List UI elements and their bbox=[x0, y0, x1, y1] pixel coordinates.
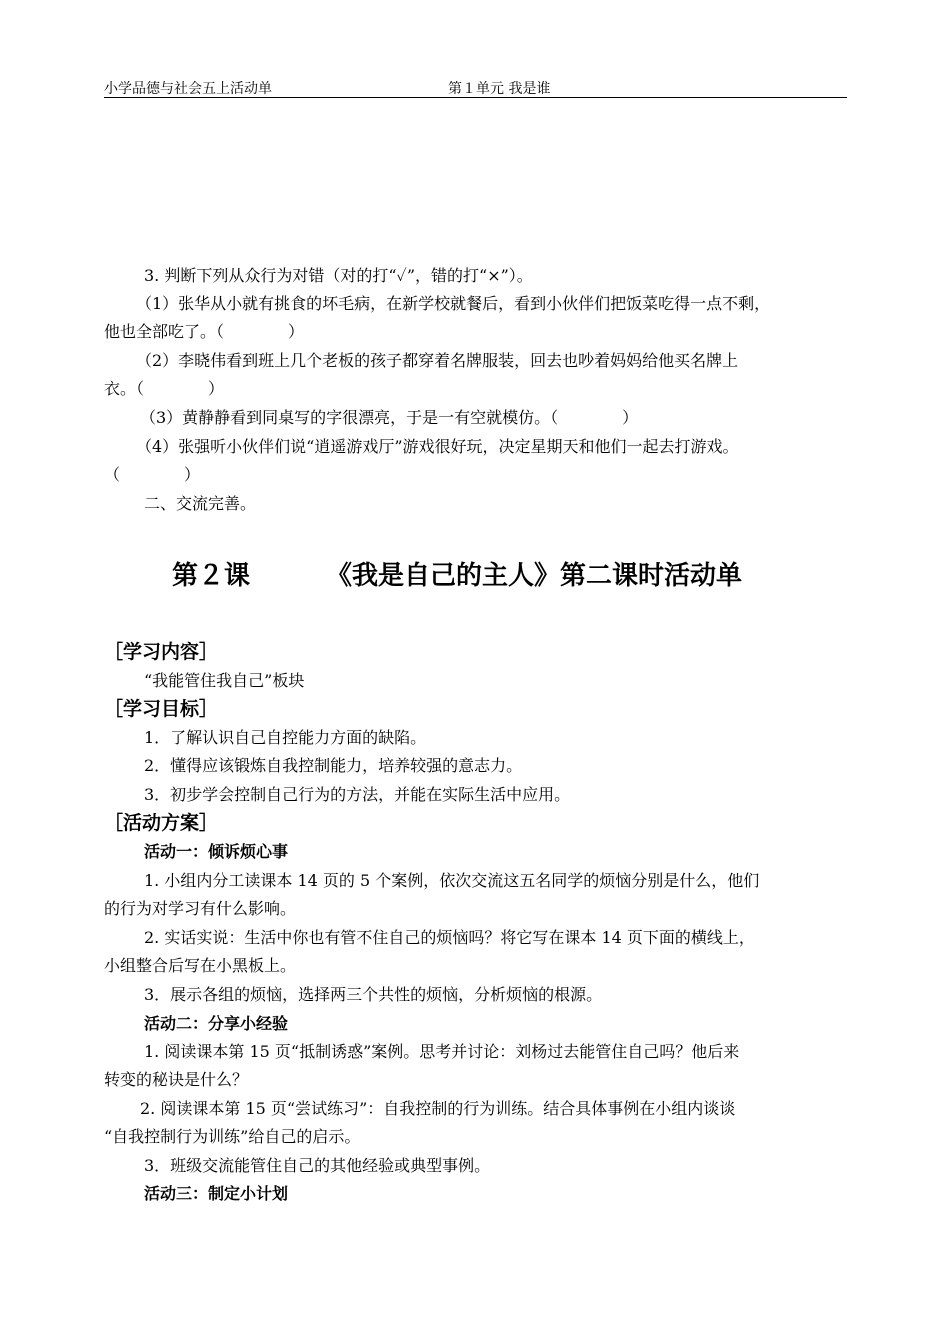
goal-item-2: 2．懂得应该锻炼自我控制能力，培养较强的意志力。 bbox=[144, 756, 523, 775]
activity-2-p2-line-1: 2. 阅读课本第 15 页“尝试练习”：自我控制的行为训练。结合具体事例在小组内谈谈 bbox=[140, 1099, 736, 1118]
judge-item-1-line-1: （1）张华从小就有挑食的坏毛病，在新学校就餐后，看到小伙伴们把饭菜吃得一点不剩， bbox=[136, 294, 771, 313]
plan-heading: ［活动方案］ bbox=[104, 812, 219, 834]
goal-item-1: 1．了解认识自己自控能力方面的缺陷。 bbox=[144, 728, 427, 747]
activity-1-title: 活动一：倾诉烦心事 bbox=[144, 842, 289, 861]
judge-item-4-line-2: （ ） bbox=[104, 465, 201, 484]
activity-2-p1-line-2: 转变的秘诀是什么？ bbox=[104, 1070, 249, 1089]
content-text: “我能管住我自己”板块 bbox=[144, 671, 305, 690]
activity-2-title: 活动二：分享小经验 bbox=[144, 1014, 289, 1033]
activity-2-p2-line-2: “自我控制行为训练”给自己的启示。 bbox=[104, 1127, 361, 1146]
activity-1-p1-line-1: 1. 小组内分工读课本 14 页的 5 个案例，依次交流这五名同学的烦恼分别是什么，他们 bbox=[144, 871, 760, 890]
goals-heading: ［学习目标］ bbox=[104, 698, 219, 720]
activity-2-p1-line-1: 1. 阅读课本第 15 页“抵制诱惑”案例。思考并讨论：刘杨过去能管住自己吗？他后来 bbox=[144, 1042, 740, 1061]
header-rule bbox=[104, 97, 847, 98]
judge-item-3: （3）黄静静看到同桌写的字很漂亮，于是一有空就模仿。（ ） bbox=[140, 408, 639, 427]
exchange-text: 二、交流完善。 bbox=[144, 494, 257, 513]
goal-item-3: 3．初步学会控制自己行为的方法，并能在实际生活中应用。 bbox=[144, 785, 571, 804]
activity-1-p2-line-1: 2. 实话实说：生活中你也有管不住自己的烦恼吗？将它写在课本 14 页下面的横线上， bbox=[144, 928, 755, 947]
lesson-number: 第２课 bbox=[172, 561, 251, 591]
activity-1-p1-line-2: 的行为对学习有什么影响。 bbox=[104, 899, 297, 918]
judge-intro: 3. 判断下列从众行为对错（对的打“✓”，错的打“×”）。 bbox=[144, 266, 533, 285]
judge-item-2-line-1: （2）李晓伟看到班上几个老板的孩子都穿着名牌服装，回去也吵着妈妈给他买名牌上 bbox=[136, 351, 739, 370]
judge-item-1-line-2: 他也全部吃了。（ ） bbox=[104, 322, 305, 341]
judge-item-2-line-2: 衣。（ ） bbox=[104, 379, 225, 398]
header-center: 第１单元 我是谁 bbox=[448, 81, 551, 97]
activity-3-title: 活动三：制定小计划 bbox=[144, 1184, 289, 1203]
activity-2-p3: 3．班级交流能管住自己的其他经验或典型事例。 bbox=[144, 1156, 491, 1175]
activity-1-p2-line-2: 小组整合后写在小黑板上。 bbox=[104, 956, 297, 975]
content-heading: ［学习内容］ bbox=[104, 641, 219, 663]
judge-item-4-line-1: （4）张强听小伙伴们说“逍遥游戏厅”游戏很好玩，决定星期天和他们一起去打游戏。 bbox=[136, 437, 739, 456]
lesson-title: 《我是自己的主人》第二课时活动单 bbox=[326, 561, 743, 591]
header-left: 小学品德与社会五上活动单 bbox=[104, 81, 272, 97]
activity-1-p3: 3．展示各组的烦恼，选择两三个共性的烦恼，分析烦恼的根源。 bbox=[144, 985, 603, 1004]
